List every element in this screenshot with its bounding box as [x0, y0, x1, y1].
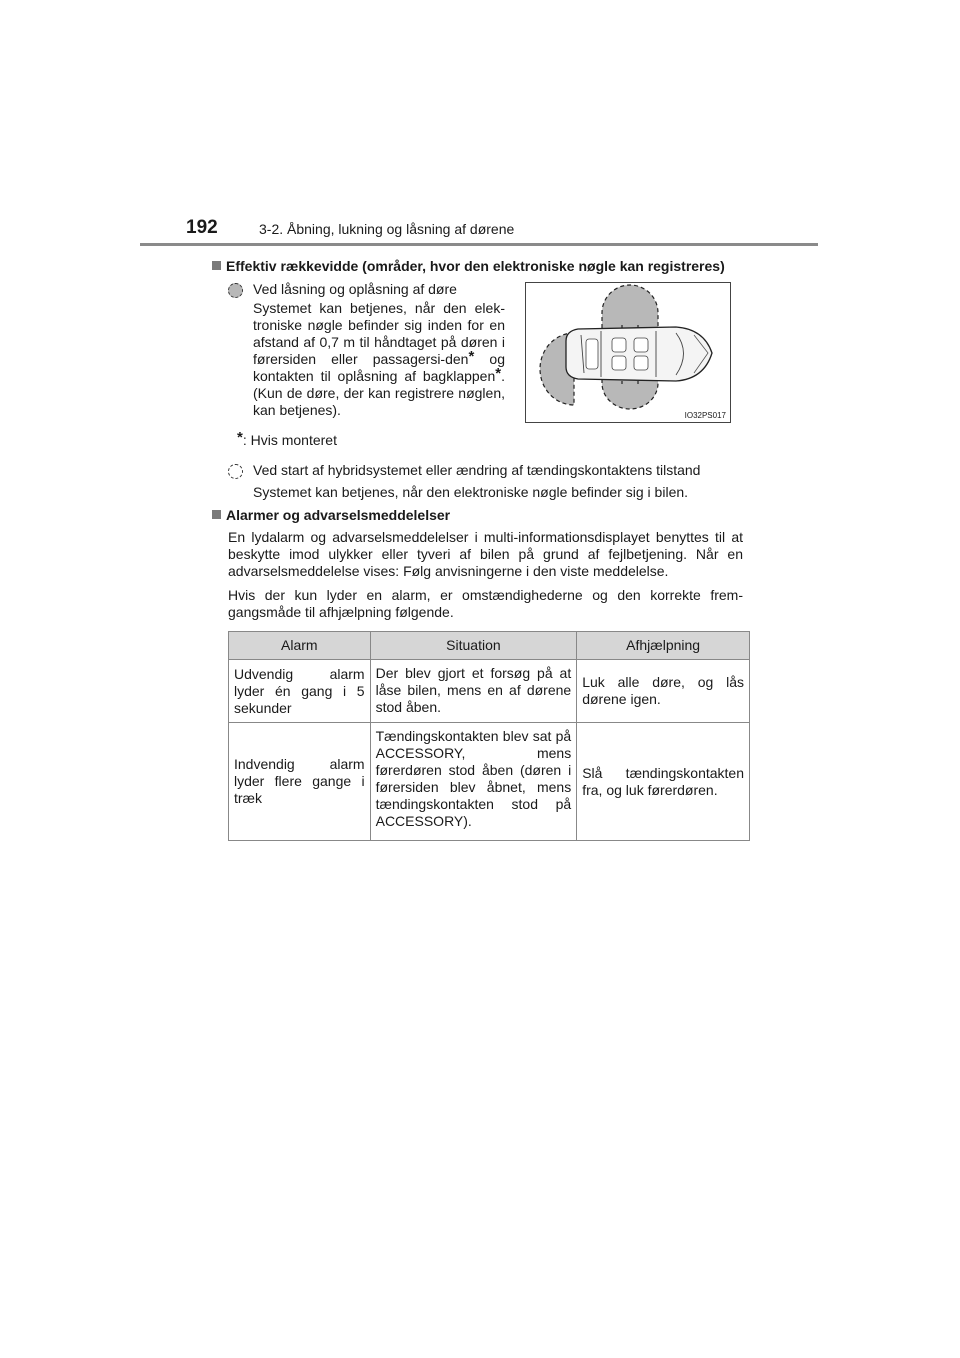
item-text-part2: og kontakten til oplåsning af bagklappen — [253, 351, 505, 384]
asterisk-mark: * — [237, 429, 243, 446]
square-bullet-icon — [212, 510, 221, 519]
chapter-title: 3-2. Åbning, lukning og låsning af dørene — [259, 221, 515, 237]
table-cell: Luk alle døre, og lås dørene igen. — [577, 660, 750, 723]
figure-code: IO32PS017 — [684, 411, 726, 420]
empty-range-icon — [228, 464, 243, 479]
section-title: Alarmer og advarselsmeddelelser — [226, 507, 451, 523]
table-row — [229, 660, 750, 723]
section-heading-range — [212, 258, 725, 274]
car-top-view-illustration — [526, 283, 730, 422]
table-cell: Tændingskontakten blev sat på ACCESSORY, mens førerdøren stod åben (døren i førersiden blev åbnet, mens tændingskontakten stod på ACCESSORY). — [370, 723, 577, 841]
alarm-table — [228, 631, 750, 841]
table-header-row — [229, 632, 750, 660]
section-title: Effektiv rækkevidde (områder, hvor den elektroniske nøgle kan registreres) — [226, 258, 725, 274]
table-cell: Udvendig alarm lyder én gang i 5 sekunder — [229, 660, 371, 723]
column-header: Alarm — [229, 632, 371, 660]
item-heading-start: Ved start af hybridsystemet eller ændring af tændingskontaktens tilstand — [253, 462, 701, 478]
asterisk-mark: * — [468, 348, 475, 365]
alarms-paragraph-1: En lydalarm og advarselsmeddelelser i multi-informationsdisplayet benyttes til at beskytte imod ulykker eller tyveri af bilen på grund af fejlbetjening. Når en advarselsmeddelelse vises: Følg anvisningerne i den viste meddelelse. — [228, 529, 743, 579]
key-range-figure — [525, 282, 731, 423]
table-row — [229, 723, 750, 841]
page-number: 192 — [186, 217, 218, 238]
section-heading-alarms — [212, 507, 450, 523]
square-bullet-icon — [212, 261, 221, 270]
item-text-start: Systemet kan betjenes, når den elektroniske nøgle befinder sig i bilen. — [253, 484, 689, 500]
item-text-part1: Systemet kan betjenes, når den elek-troniske nøgle befinder sig inden for en afstand af 0,7 m til håndtaget på døren i førersiden eller passagersi-den — [253, 300, 505, 367]
alarms-paragraph-2: Hvis der kun lyder en alarm, er omstændighederne og den korrekte frem-gangsmåde til afhjælpning følgende. — [228, 587, 743, 620]
footnote-text: : Hvis monteret — [242, 432, 337, 448]
table-cell: Indvendig alarm lyder flere gange i træk — [229, 723, 371, 841]
item-text-part3: . (Kun de døre, der kan registrere nøglen, kan betjenes). — [253, 368, 505, 418]
header-rule — [140, 243, 818, 246]
footnote — [237, 429, 337, 449]
column-header: Afhjælpning — [577, 632, 750, 660]
table-cell: Slå tændingskontakten fra, og luk førerdøren. — [577, 723, 750, 841]
table-cell: Der blev gjort et forsøg på at låse bilen, mens en af dørene stod åben. — [370, 660, 577, 723]
filled-range-icon — [228, 283, 243, 298]
asterisk-mark: * — [495, 365, 502, 382]
column-header: Situation — [370, 632, 577, 660]
item-heading-lock: Ved låsning og oplåsning af døre — [253, 281, 457, 297]
item-text-lock — [253, 300, 505, 419]
